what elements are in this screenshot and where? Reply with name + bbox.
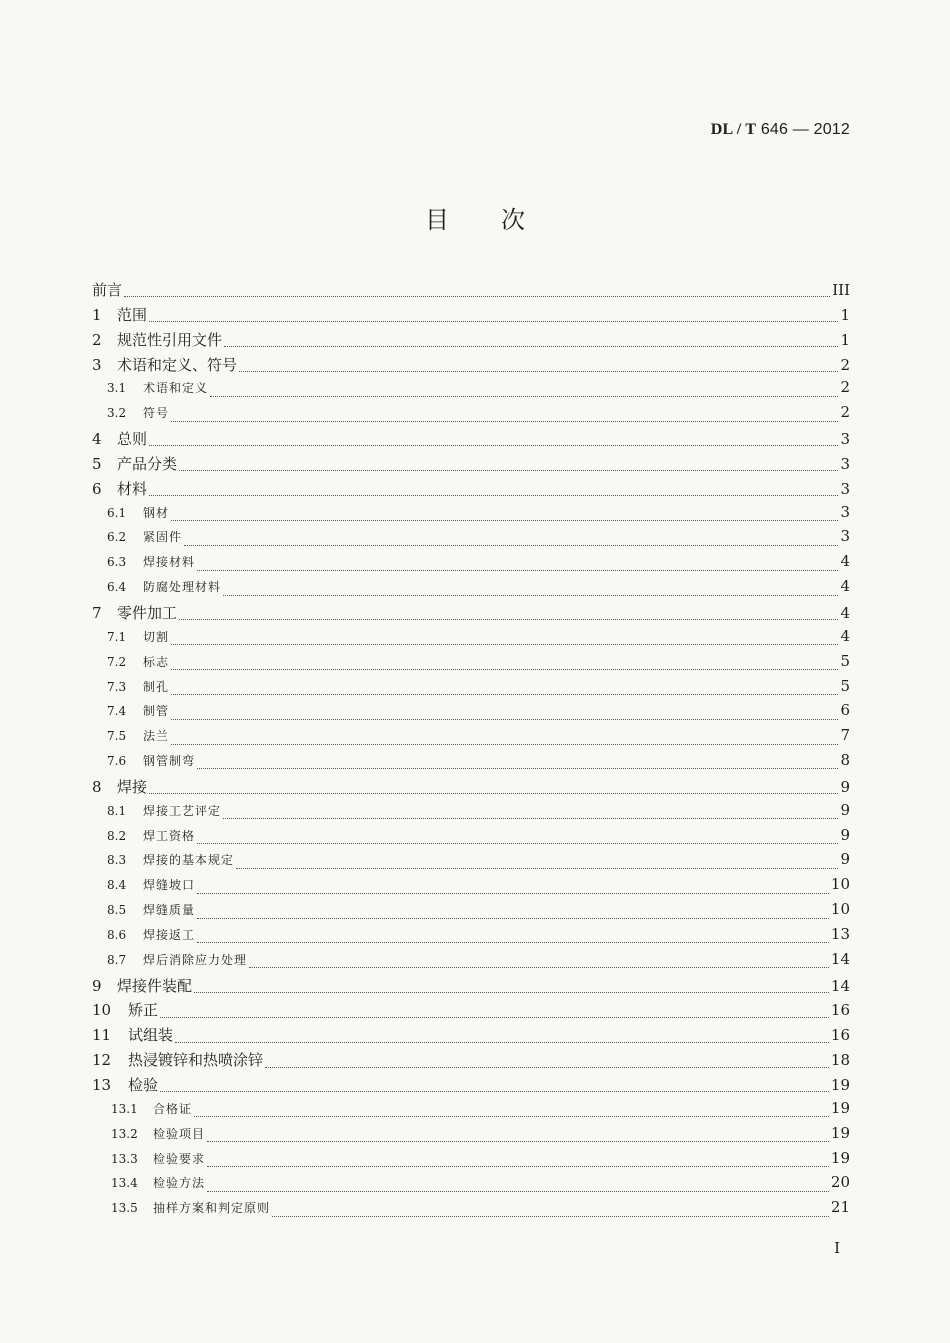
toc-entry-label: 检验项目 (153, 1126, 206, 1141)
toc-entry-label: 焊缝坡口 (143, 878, 196, 893)
toc-entry-label: 抽样方案和判定原则 (153, 1201, 271, 1216)
toc-entry-number: 6.1 (107, 505, 127, 520)
toc-entry-label: 规范性引用文件 (117, 330, 223, 349)
toc-entry[interactable] (92, 1049, 850, 1074)
toc-entry-page: 3 (840, 454, 850, 473)
toc-entry-number: 7.1 (107, 629, 127, 644)
dot-leader (197, 767, 838, 769)
toc-entry[interactable] (92, 1099, 850, 1124)
toc-entry[interactable] (92, 329, 850, 354)
toc-entry-label: 焊接材料 (143, 555, 196, 570)
toc-entry[interactable] (92, 999, 850, 1024)
toc-entry-page: 8 (840, 751, 850, 770)
toc-entry-page: 19 (830, 1098, 850, 1117)
toc-entry-page: 14 (830, 949, 850, 968)
toc-entry[interactable] (92, 826, 850, 851)
toc-entry-label: 产品分类 (117, 454, 178, 473)
toc-entry-page: 14 (830, 976, 850, 995)
toc-entry[interactable] (92, 677, 850, 702)
toc-entry[interactable] (92, 975, 850, 1000)
toc-title: 目次 (425, 206, 577, 234)
toc-entry[interactable] (92, 652, 850, 677)
toc-entry-number: 8 (92, 777, 102, 796)
toc-entry-label: 焊接返工 (143, 927, 196, 942)
toc-entry[interactable] (92, 602, 850, 627)
toc-entry[interactable] (92, 378, 850, 403)
toc-entry-number: 13.1 (111, 1101, 138, 1116)
toc-entry-number: 8.6 (107, 927, 127, 942)
toc-entry-label: 制孔 (143, 679, 170, 694)
toc-entry-number: 7 (92, 603, 102, 622)
dot-leader (197, 892, 829, 894)
toc-entry-label: 总则 (117, 430, 148, 449)
toc-entry-number: 4 (92, 430, 102, 449)
dot-leader (160, 1090, 829, 1092)
toc-entry-number: 13.5 (111, 1201, 138, 1216)
toc-entry-label: 试组装 (128, 1026, 174, 1045)
dot-leader (194, 991, 829, 993)
toc-entry-page: 18 (830, 1051, 850, 1070)
dot-leader (272, 1215, 829, 1217)
toc-entry-number: 12 (92, 1051, 112, 1070)
toc-entry-label: 术语和定义 (143, 381, 209, 396)
toc-entry-page: 19 (830, 1148, 850, 1167)
toc-entry-number: 7.2 (107, 654, 127, 669)
toc-entry[interactable] (92, 1149, 850, 1174)
toc-entry[interactable] (92, 701, 850, 726)
toc-entry-label: 焊接件装配 (117, 976, 193, 995)
toc-entry-label: 材料 (117, 479, 148, 498)
toc-entry-label: 切割 (143, 629, 170, 644)
toc-entry[interactable] (92, 751, 850, 776)
toc-entry-page: 4 (840, 603, 850, 622)
toc-entry-label: 焊接工艺评定 (143, 803, 222, 818)
toc-entry-label: 零件加工 (117, 603, 178, 622)
page-number: I (834, 1239, 840, 1257)
toc-entry-page: 3 (840, 527, 850, 546)
toc-entry[interactable] (92, 950, 850, 975)
toc-entry-page: 10 (830, 875, 850, 894)
dot-leader (224, 345, 838, 347)
toc-entry[interactable] (92, 1198, 850, 1223)
toc-entry-number: 9 (92, 976, 102, 995)
dot-leader (197, 842, 838, 844)
dot-leader (207, 1190, 829, 1192)
dot-leader (171, 693, 838, 695)
toc-entry-page: 9 (840, 800, 850, 819)
toc-entry-number: 3.1 (107, 381, 127, 396)
toc-entry[interactable] (92, 354, 850, 379)
toc-entry-label: 法兰 (143, 729, 170, 744)
dot-leader (194, 1115, 829, 1117)
dot-leader (207, 1165, 829, 1167)
standard-code-prefix: DL / T (710, 121, 757, 138)
toc-entry-page: 4 (840, 552, 850, 571)
toc-entry-number: 6.3 (107, 555, 127, 570)
toc-entry[interactable] (92, 900, 850, 925)
toc-entry-number: 6 (92, 479, 102, 498)
toc-entry-page: 10 (830, 900, 850, 919)
dot-leader (223, 594, 838, 596)
dot-leader (236, 867, 838, 869)
dot-leader (149, 792, 838, 794)
toc-entry[interactable] (92, 1124, 850, 1149)
toc-entry-label: 焊工资格 (143, 828, 196, 843)
dot-leader (207, 1140, 829, 1142)
toc-entry-label: 范围 (117, 305, 148, 324)
toc-entry-number: 8.5 (107, 903, 127, 918)
toc-entry-page: 2 (840, 403, 850, 422)
toc-entry-page: 21 (830, 1198, 850, 1217)
toc-entry-number: 8.2 (107, 828, 127, 843)
toc-entry-label: 制管 (143, 704, 170, 719)
toc-entry-label: 钢材 (143, 505, 170, 520)
dot-leader (175, 1041, 829, 1043)
toc-entry-label: 检验方法 (153, 1176, 206, 1191)
toc-entry-page: 5 (840, 651, 850, 670)
dot-leader (149, 444, 838, 446)
toc-entry[interactable] (92, 875, 850, 900)
toc-entry[interactable] (92, 527, 850, 552)
toc-entry-label: 标志 (143, 654, 170, 669)
dot-leader (239, 370, 838, 372)
toc-entry[interactable] (92, 279, 850, 304)
toc-entry-number: 2 (92, 330, 102, 349)
toc-entry[interactable] (92, 403, 850, 428)
toc-entry-number: 10 (92, 1001, 112, 1020)
toc-entry-number: 8.3 (107, 853, 127, 868)
toc-entry-page: 2 (840, 355, 850, 374)
toc-entry[interactable] (92, 503, 850, 528)
dot-leader (210, 395, 838, 397)
toc-entry-label: 焊接 (117, 777, 148, 796)
dot-leader (171, 420, 838, 422)
dot-leader (171, 668, 838, 670)
dot-leader (249, 966, 829, 968)
toc-entry-label: 检验 (128, 1076, 159, 1094)
dot-leader (171, 743, 838, 745)
toc-entry-page: 19 (830, 1123, 850, 1142)
dot-leader (149, 494, 838, 496)
toc-entry-label: 焊接的基本规定 (143, 853, 235, 868)
toc-entry[interactable] (92, 428, 850, 453)
toc-entry-label: 钢管制弯 (143, 754, 196, 769)
toc-entry-page: 2 (840, 378, 850, 397)
toc-entry[interactable] (92, 726, 850, 751)
toc-entry-number: 8.4 (107, 878, 127, 893)
toc-entry-number: 5 (92, 454, 102, 473)
toc-entry[interactable] (92, 304, 850, 329)
dot-leader (160, 1016, 829, 1018)
toc-entry-page: 6 (840, 701, 850, 720)
toc-entry-number: 6.4 (107, 580, 127, 595)
toc-entry-number: 3.2 (107, 406, 127, 421)
toc-entry-page: 19 (830, 1076, 850, 1094)
dot-leader (149, 320, 838, 322)
toc-entry[interactable] (92, 453, 850, 478)
toc-entry-page: 1 (840, 305, 850, 324)
toc-entry[interactable] (92, 552, 850, 577)
toc-entry-number: 13 (92, 1076, 112, 1094)
dot-leader (197, 941, 829, 943)
toc-entry-number: 13.2 (111, 1126, 138, 1141)
toc-entry[interactable] (92, 925, 850, 950)
toc-entry-number: 7.3 (107, 679, 127, 694)
dot-leader (171, 643, 838, 645)
toc-entry[interactable] (92, 1074, 850, 1099)
toc-entry-page: 1 (840, 330, 850, 349)
toc-entry-label: 焊缝质量 (143, 903, 196, 918)
toc-entry-label: 合格证 (153, 1101, 193, 1116)
toc-entry[interactable] (92, 1173, 850, 1198)
toc-entry[interactable] (92, 801, 850, 826)
toc-entry-label: 防腐处理材料 (143, 580, 222, 595)
toc-entry-page: 16 (830, 1026, 850, 1045)
toc-entry-number: 8.1 (107, 803, 127, 818)
toc-entry-number: 13.3 (111, 1151, 138, 1166)
toc-entry[interactable] (92, 478, 850, 503)
toc-entry-label: 术语和定义、符号 (117, 355, 238, 374)
table-of-contents (92, 279, 850, 1223)
toc-entry-page: 3 (840, 430, 850, 449)
toc-entry-label: 紧固件 (143, 530, 183, 545)
toc-entry[interactable] (92, 577, 850, 602)
dot-leader (171, 718, 838, 720)
toc-entry-number: 11 (92, 1026, 112, 1045)
toc-entry-page: 9 (840, 825, 850, 844)
toc-entry-page: 20 (830, 1173, 850, 1192)
toc-entry-label: 符号 (143, 406, 170, 421)
toc-entry[interactable] (92, 850, 850, 875)
toc-entry[interactable] (92, 1024, 850, 1049)
dot-leader (124, 295, 830, 297)
dot-leader (179, 618, 838, 620)
toc-entry-label: 矫正 (128, 1001, 159, 1020)
dot-leader (223, 817, 838, 819)
toc-entry-page: 9 (840, 777, 850, 796)
toc-entry-page: 7 (840, 726, 850, 745)
toc-entry-page: 13 (830, 924, 850, 943)
toc-entry-number: 7.4 (107, 704, 127, 719)
toc-entry-page: 4 (840, 577, 850, 596)
dot-leader (197, 569, 838, 571)
toc-entry-number: 6.2 (107, 530, 127, 545)
toc-entry-page: 16 (830, 1001, 850, 1020)
toc-entry[interactable] (92, 776, 850, 801)
dot-leader (265, 1066, 829, 1068)
dot-leader (171, 519, 838, 521)
toc-entry-page: 3 (840, 479, 850, 498)
toc-entry-label: 检验要求 (153, 1151, 206, 1166)
toc-entry-page: 5 (840, 676, 850, 695)
toc-entry-label: 焊后消除应力处理 (143, 952, 248, 967)
toc-entry-page: III (832, 281, 850, 299)
standard-code-number: 646 — 2012 (756, 121, 850, 138)
toc-entry[interactable] (92, 627, 850, 652)
toc-entry-number: 1 (92, 305, 102, 324)
toc-entry-page: 3 (840, 502, 850, 521)
toc-entry-number: 3 (92, 355, 102, 374)
toc-entry-label: 前言 (92, 281, 123, 299)
toc-entry-label: 热浸镀锌和热喷涂锌 (128, 1051, 264, 1070)
toc-entry-page: 4 (840, 626, 850, 645)
toc-entry-number: 13.4 (111, 1176, 138, 1191)
toc-entry-page: 9 (840, 850, 850, 869)
toc-entry-number: 7.5 (107, 729, 127, 744)
dot-leader (179, 469, 838, 471)
dot-leader (197, 917, 829, 919)
standard-code (711, 121, 850, 139)
toc-entry-number: 8.7 (107, 952, 127, 967)
toc-entry-number: 7.6 (107, 754, 127, 769)
dot-leader (184, 544, 838, 546)
